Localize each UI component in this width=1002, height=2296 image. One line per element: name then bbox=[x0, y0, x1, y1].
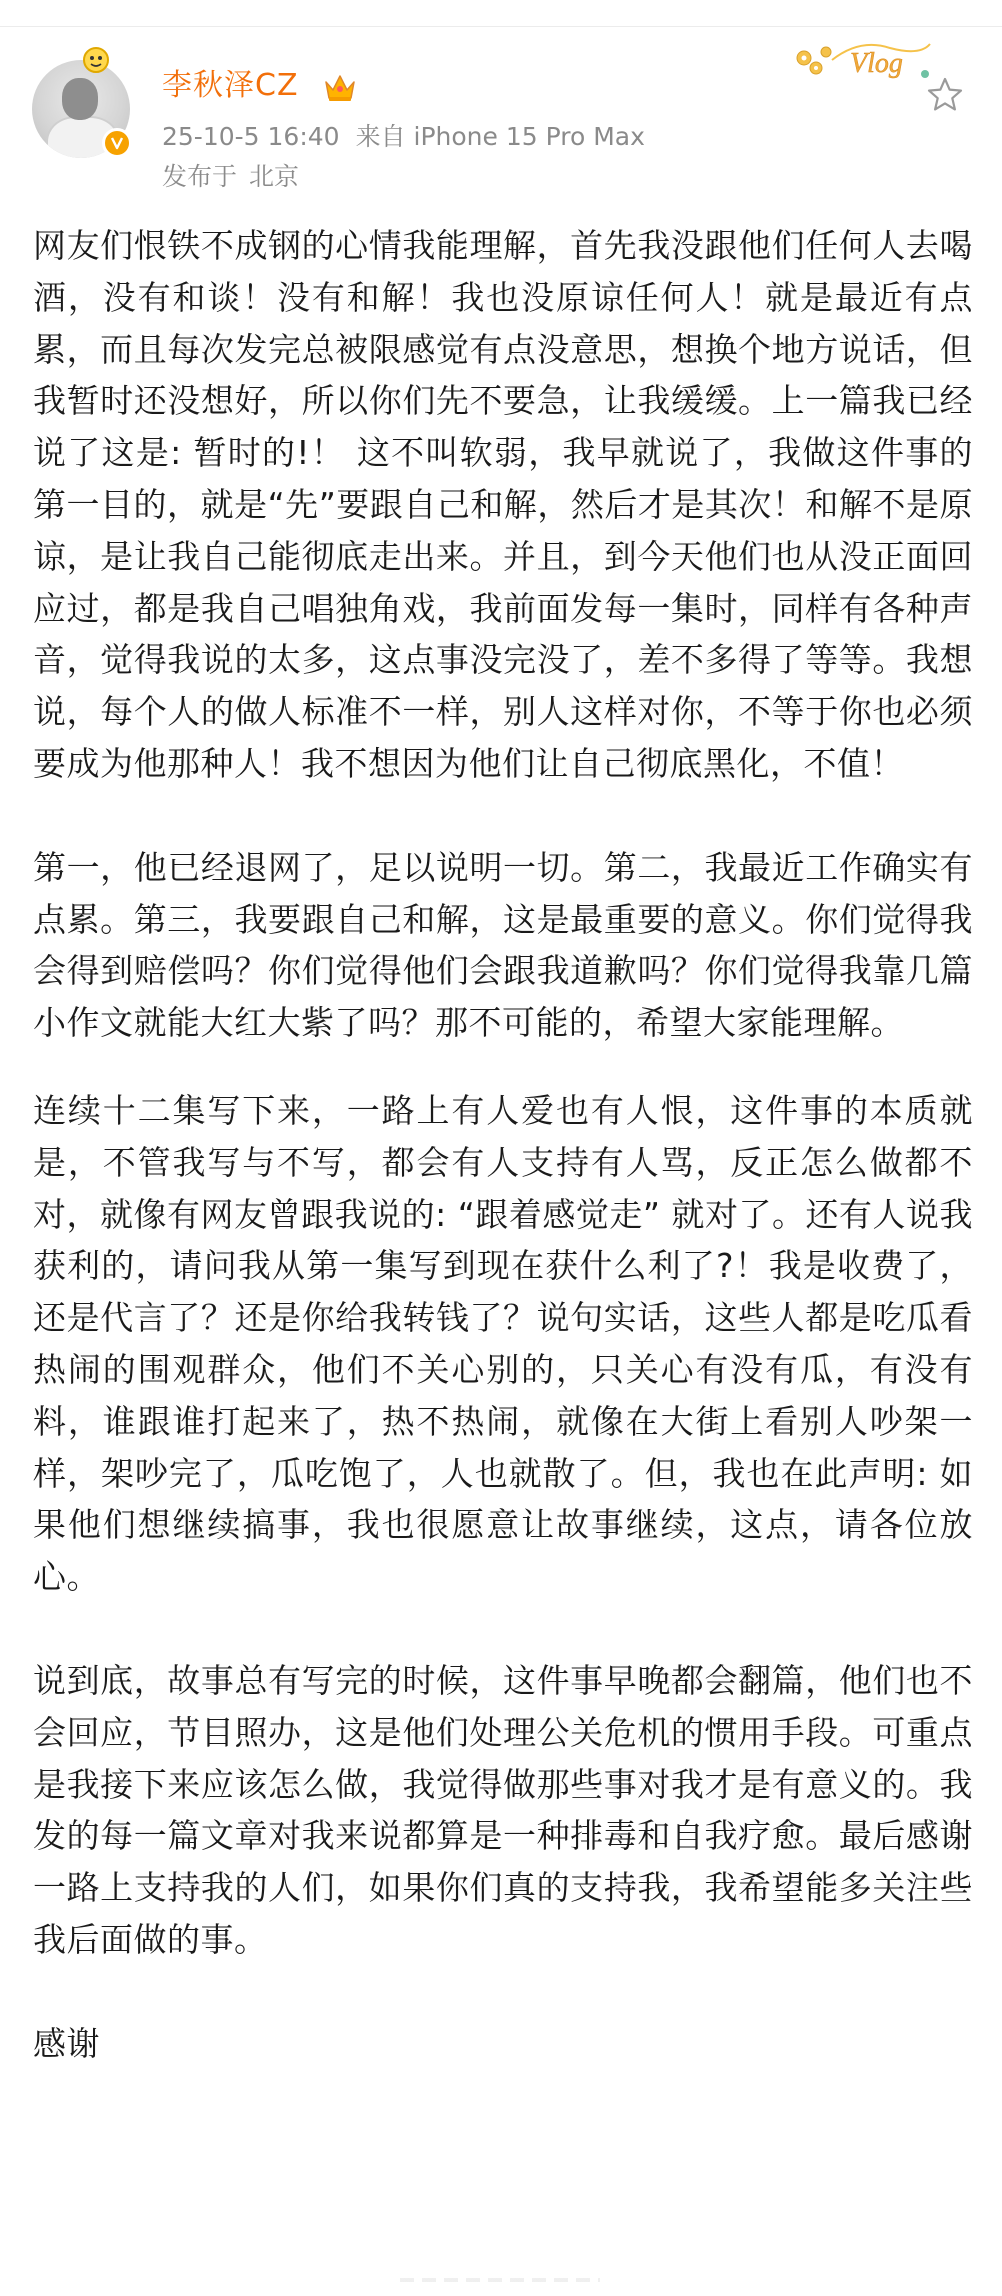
post-body bbox=[33, 220, 973, 2070]
post-location bbox=[162, 160, 299, 194]
post-paragraph: 网友们恨铁不成钢的心情我能理解，首先我没跟他们任何人去喝酒，没有和谈！没有和解！我也没原谅任何人！就是最近有点累，而且每次发完总被限感觉有点没意思，想换个地方说话，但我暂时还没想好，所以你们先不要急，让我缓缓。上一篇我已经说了这是: 暂时的!！ 这不叫软弱，我早就说了，我做这件事的第一目的，就是“先”要跟自己和解，然后才是其次！和解不是原谅，是让我自己能彻底走出来。并且，到今天他们也从没正面回应过，都是我自己唱独角戏，我前面发每一集时，同样有各种声音，觉得我说的太多，这点事没完没了，差不多得了等等。我想说，每个人的做人标准不一样，别人这样对你，不等于你也必须要成为他那种人！我不想因为他们让自己彻底黑化，不值！ bbox=[33, 226, 973, 783]
post-paragraph: 连续十二集写下来，一路上有人爱也有人恨，这件事的本质就是，不管我写与不写，都会有人支持有人骂，反正怎么做都不对，就像有网友曾跟我说的: “跟着感觉走” 就对了。还有人说我获利的，请问我从第一集写到现在获什么利了?！我是收费了，还是代言了？还是你给我转钱了？说句实话，这些人都是吃瓜看热闹的围观群众，他们不关心别的，只关心有没有瓜，有没有料，谁跟谁打起来了，热不热闹，就像在大街上看别人吵架一样，架吵完了，瓜吃饱了，人也就散了。但，我也在此声明: 如果他们想继续搞事，我也很愿意让故事继续，这点，请各位放心。 bbox=[33, 1090, 973, 1597]
post-timestamp: 25-10-5 16:40 bbox=[162, 122, 340, 151]
username[interactable]: 李秋泽CZ bbox=[162, 68, 299, 103]
verified-badge-icon bbox=[102, 128, 132, 158]
vlog-sticker-text: Vlog bbox=[850, 48, 903, 79]
avatar-decoration-icon bbox=[78, 42, 114, 78]
crown-icon bbox=[322, 70, 358, 104]
location-prefix: 发布于 bbox=[162, 162, 238, 191]
post-meta bbox=[162, 120, 661, 154]
post-source: 来自 iPhone 15 Pro Max bbox=[355, 122, 645, 151]
post-paragraph: 第一，他已经退网了，足以说明一切。第二，我最近工作确实有点累。第三，我要跟自己和解，这是最重要的意义。你们觉得我会得到赔偿吗？你们觉得他们会跟我道歉吗？你们觉得我靠几篇小作文就能大红大紫了吗？那不可能的，希望大家能理解。 bbox=[33, 847, 973, 1043]
post-paragraph: 说到底，故事总有写完的时候，这件事早晚都会翻篇，他们也不会回应，节目照办，这是他们处理公关危机的惯用手段。可重点是我接下来应该怎么做，我觉得做那些事对我才是有意义的。我发的每一篇文章对我来说都算是一种排毒和自我疗愈。最后感谢一路上支持我的人们，如果你们真的支持我，我希望能多关注些我后面做的事。 bbox=[33, 1660, 973, 1959]
avatar-figure-head bbox=[62, 78, 98, 120]
vlog-sticker-icon bbox=[790, 30, 940, 92]
post-header bbox=[0, 0, 1002, 210]
star-icon[interactable] bbox=[925, 75, 965, 115]
post-paragraph: 感谢 bbox=[33, 2023, 100, 2063]
location-name: 北京 bbox=[249, 162, 300, 191]
watermark bbox=[400, 2278, 600, 2282]
